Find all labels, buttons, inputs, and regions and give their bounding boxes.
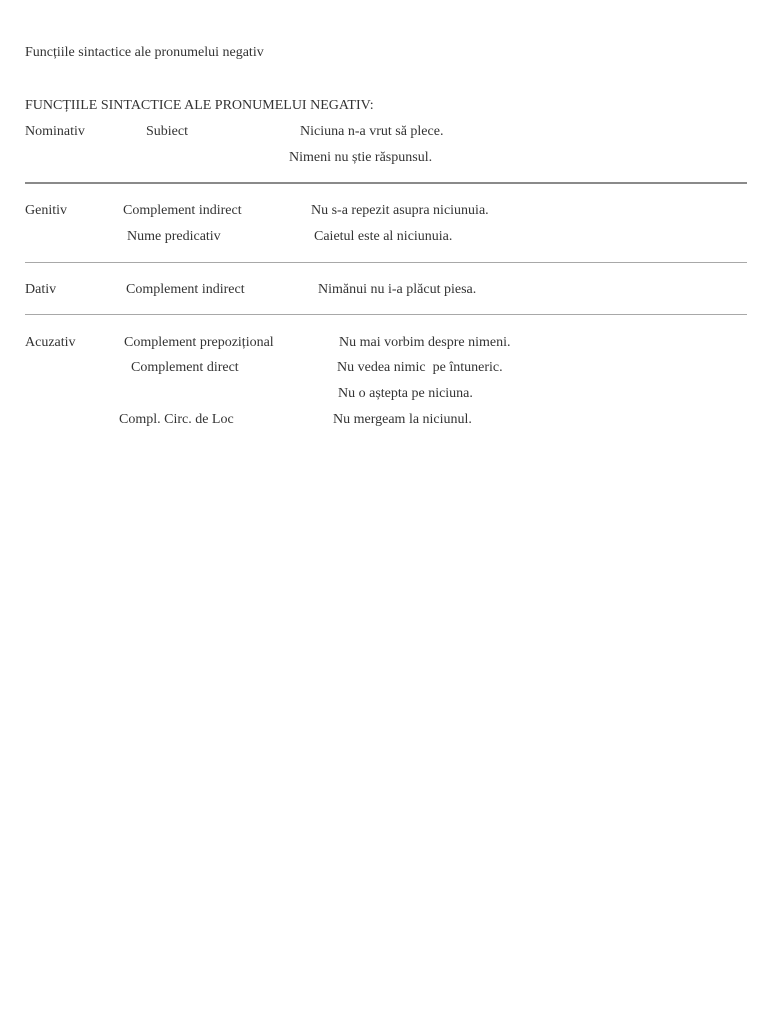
example-text: Nu o aștepta pe niciuna.	[338, 386, 473, 401]
section-divider	[25, 182, 747, 184]
example-text: Nu s-a repezit asupra niciunuia.	[311, 203, 489, 218]
case-genitiv: Genitiv	[25, 203, 67, 218]
case-nominativ: Nominativ	[25, 124, 85, 139]
function-complement-indirect: Complement indirect	[126, 282, 245, 297]
document-title: Funcțiile sintactice ale pronumelui negativ	[25, 45, 264, 60]
section-divider	[25, 314, 747, 315]
function-compl-circ-de-loc: Compl. Circ. de Loc	[119, 412, 234, 427]
function-complement-indirect: Complement indirect	[123, 203, 242, 218]
example-text: Nu vedea nimic pe întuneric.	[337, 360, 503, 375]
example-text: Nu mai vorbim despre nimeni.	[339, 335, 511, 350]
function-complement-prepozitional: Complement prepozițional	[124, 335, 274, 350]
section-heading: FUNCȚIILE SINTACTICE ALE PRONUMELUI NEGATIV:	[25, 98, 374, 113]
example-text: Nimeni nu știe răspunsul.	[289, 150, 433, 165]
example-text: Caietul este al niciunuia.	[314, 229, 453, 244]
section-divider	[25, 262, 747, 263]
example-text: Niciuna n-a vrut să plece.	[300, 124, 444, 139]
function-complement-direct: Complement direct	[131, 360, 239, 375]
case-dativ: Dativ	[25, 282, 57, 297]
function-nume-predicativ: Nume predicativ	[127, 229, 221, 244]
function-subiect: Subiect	[146, 124, 188, 139]
example-text: Nu mergeam la niciunul.	[333, 412, 472, 427]
example-text: Nimănui nu i-a plăcut piesa.	[318, 282, 477, 297]
case-acuzativ: Acuzativ	[25, 335, 76, 350]
